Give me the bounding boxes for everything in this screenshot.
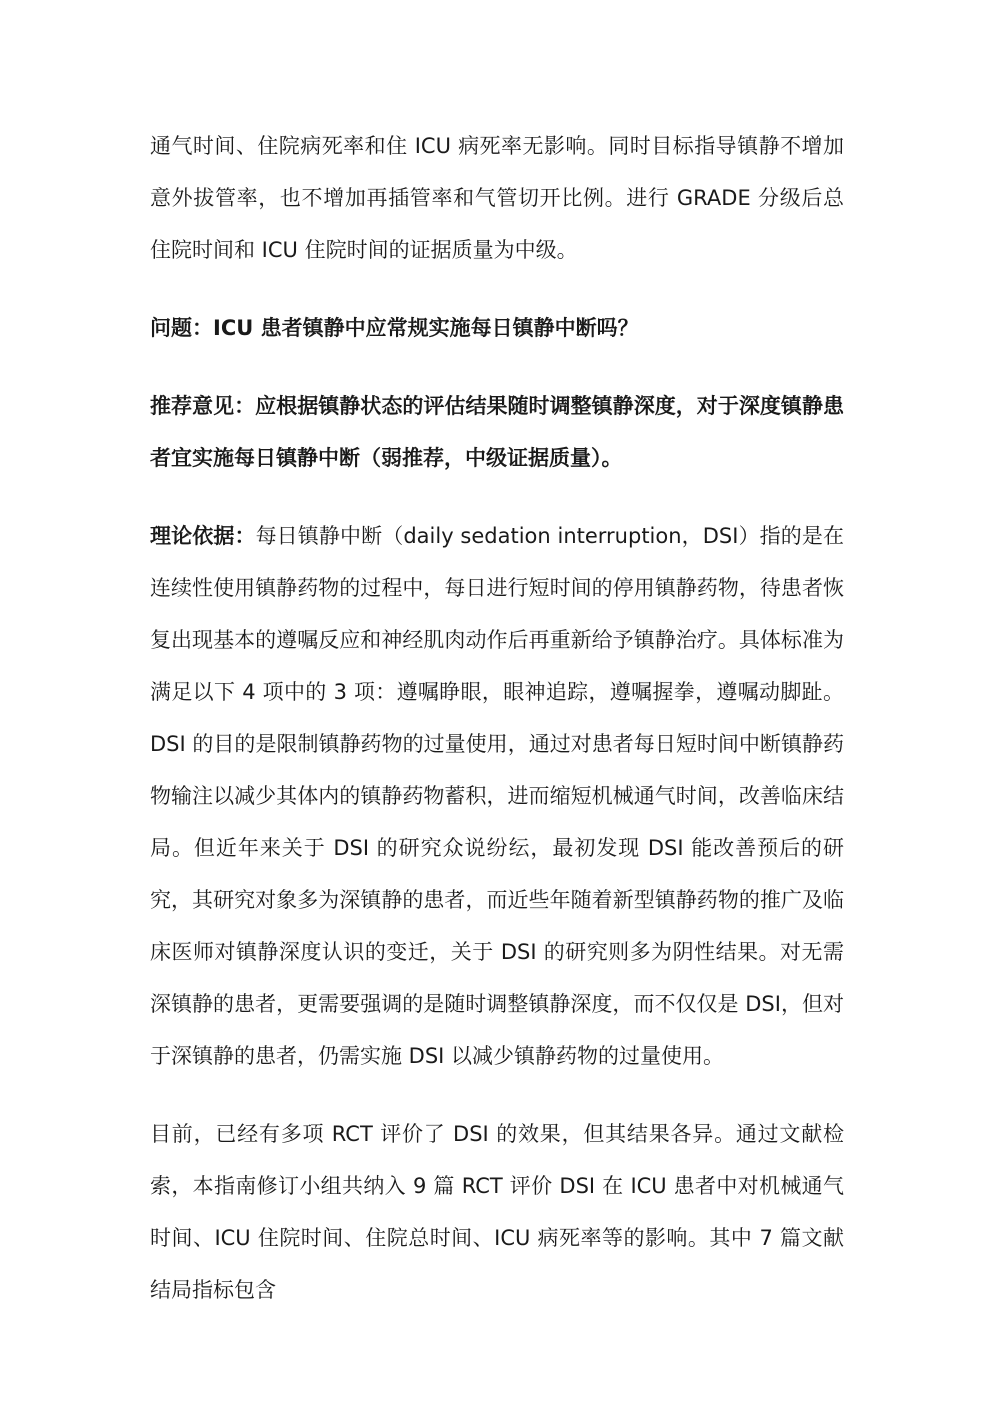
question-heading: 问题：ICU 患者镇静中应常规实施每日镇静中断吗？ xyxy=(150,316,639,340)
rationale-text: 每日镇静中断（daily sedation interruption，DSI）指的是在连续性使用镇静药物的过程中，每日进行短时间的停用镇静药物，待患者恢复出现基本的遵嘱反应和神经肌肉动作后再重新给予镇静治疗。具体标准为满足以下 4 项中的 3 项：遵嘱睁眼，眼神追踪，遵嘱握拳，遵嘱动脚趾。DSI 的目的是限制镇静药物的过量使用，通过对患者每日短时间中断镇静药物输注以减少其体内的镇静药物蓄积，进而缩短机械通气时间，改善临床结局。但近年来关于 DSI 的研究众说纷纭，最初发现 DSI 能改善预后的研究，其研究对象多为深镇静的患者，而近些年随着新型镇静药物的推广及临床医师对镇静深度认识的变迁，关于 DSI 的研究则多为阴性结果。对无需深镇静的患者，更需要强调的是随时调整镇静深度，而不仅仅是 DSI，但对于深镇静的患者，仍需实施 DSI 以减少镇静药物的过量使用。 xyxy=(150,524,845,1068)
recommendation-paragraph: 推荐意见：应根据镇静状态的评估结果随时调整镇静深度，对于深度镇静患者宜实施每日镇静中断（弱推荐，中级证据质量）。 xyxy=(150,394,844,470)
paragraph-intro: 通气时间、住院病死率和住 ICU 病死率无影响。同时目标指导镇静不增加意外拔管率，也不增加再插管率和气管切开比例。进行 GRADE 分级后总住院时间和 ICU 住院时间的证据质量为中级。 xyxy=(150,134,844,262)
rationale-label: 理论依据： xyxy=(150,524,256,548)
rationale-paragraph xyxy=(150,510,844,1082)
paragraph-current-evidence: 目前，已经有多项 RCT 评价了 DSI 的效果，但其结果各异。通过文献检索，本指南修订小组共纳入 9 篇 RCT 评价 DSI 在 ICU 患者中对机械通气时间、ICU 住院时间、住院总时间、ICU 病死率等的影响。其中 7 篇文献结局指标包含 xyxy=(150,1122,844,1302)
document-page xyxy=(150,120,844,1342)
